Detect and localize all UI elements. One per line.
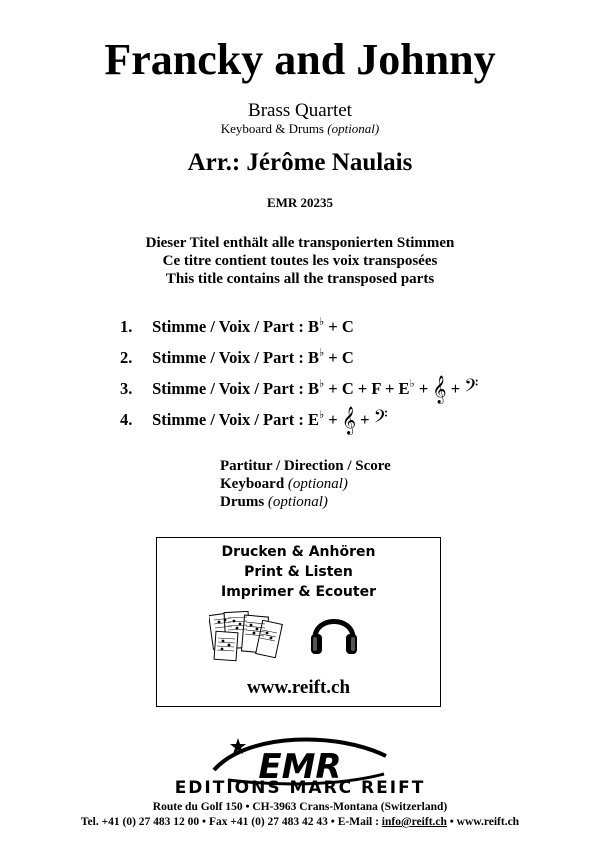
flat-sign: ♭ xyxy=(409,378,415,390)
emr-logo-text: EMR xyxy=(258,747,342,786)
part-row xyxy=(120,317,478,348)
part-keys: B♭ + C xyxy=(307,347,354,367)
part-keys: E♭ + 𝄞 + 𝄢 xyxy=(307,406,388,434)
part-label: Stimme / Voix / Part : xyxy=(152,379,304,398)
contact-website[interactable]: • www.reift.ch xyxy=(446,816,520,828)
extra-item-label: Drums xyxy=(220,494,265,510)
notice-german: Dieser Titel enthält alle transponierten Stimmen xyxy=(145,235,455,251)
part-label: Stimme / Voix / Part : xyxy=(152,317,304,336)
part-row xyxy=(120,406,478,441)
ensemble-subtitle: Brass Quartet xyxy=(248,100,352,121)
part-label: Stimme / Voix / Part : xyxy=(152,348,304,367)
instrumentation-line xyxy=(0,121,600,137)
notice-english: This title contains all the transposed parts xyxy=(165,271,435,287)
flat-sign: ♭ xyxy=(318,378,325,390)
part-number: 1. xyxy=(120,317,133,336)
extra-item xyxy=(220,457,391,475)
headphones-icon xyxy=(307,606,361,660)
contact-phone-fax: Tel. +41 (0) 27 483 12 00 • Fax +41 (0) 27 483 42 43 • E-Mail : xyxy=(80,816,382,828)
flat-sign: ♭ xyxy=(318,409,325,421)
flat-sign: ♭ xyxy=(318,316,325,328)
part-keys: B♭ + C xyxy=(307,316,354,336)
arranger-credit: Arr.: Jérôme Naulais xyxy=(187,149,413,176)
additional-materials xyxy=(220,457,391,511)
email-link[interactable]: info@reift.ch xyxy=(381,816,447,828)
part-label: Stimme / Voix / Part : xyxy=(152,410,304,429)
sheet-music-icon xyxy=(209,610,283,662)
part-keys: B♭ + C + F + E♭ + 𝄞 + 𝄢 xyxy=(307,375,479,403)
extra-item xyxy=(220,493,391,511)
box-line-french: Imprimer & Ecouter xyxy=(220,584,376,600)
part-row xyxy=(120,348,478,379)
part-row xyxy=(120,375,479,410)
part-number: 4. xyxy=(120,410,133,429)
box-line-german: Drucken & Anhören xyxy=(221,544,376,560)
website-link[interactable]: www.reift.ch xyxy=(246,677,351,698)
publisher-address: Route du Golf 150 • CH-3963 Crans-Montana (Switzerland) xyxy=(152,801,448,813)
publisher-name: EDITIONS MARC REIFT xyxy=(174,778,426,798)
instrumentation-optional: (optional) xyxy=(327,121,380,136)
extra-item-label: Keyboard xyxy=(220,476,285,492)
score-title: Francky and Johnny xyxy=(104,35,496,84)
extra-item-optional: (optional) xyxy=(287,476,348,492)
part-number: 2. xyxy=(120,348,133,367)
catalog-number: EMR 20235 xyxy=(266,195,334,210)
print-listen-box xyxy=(156,537,441,707)
extra-item xyxy=(220,475,391,493)
extra-item-optional: (optional) xyxy=(267,494,328,510)
publisher-contact xyxy=(0,815,600,829)
flat-sign: ♭ xyxy=(318,347,325,359)
extra-item-label: Partitur / Direction / Score xyxy=(220,458,391,474)
notice-french: Ce titre contient toutes les voix transposées xyxy=(162,253,438,269)
box-line-english: Print & Listen xyxy=(244,564,353,580)
instrumentation-main: Keyboard & Drums xyxy=(220,121,324,136)
transposition-notice xyxy=(0,234,600,288)
parts-list xyxy=(120,317,478,441)
part-number: 3. xyxy=(120,379,133,398)
